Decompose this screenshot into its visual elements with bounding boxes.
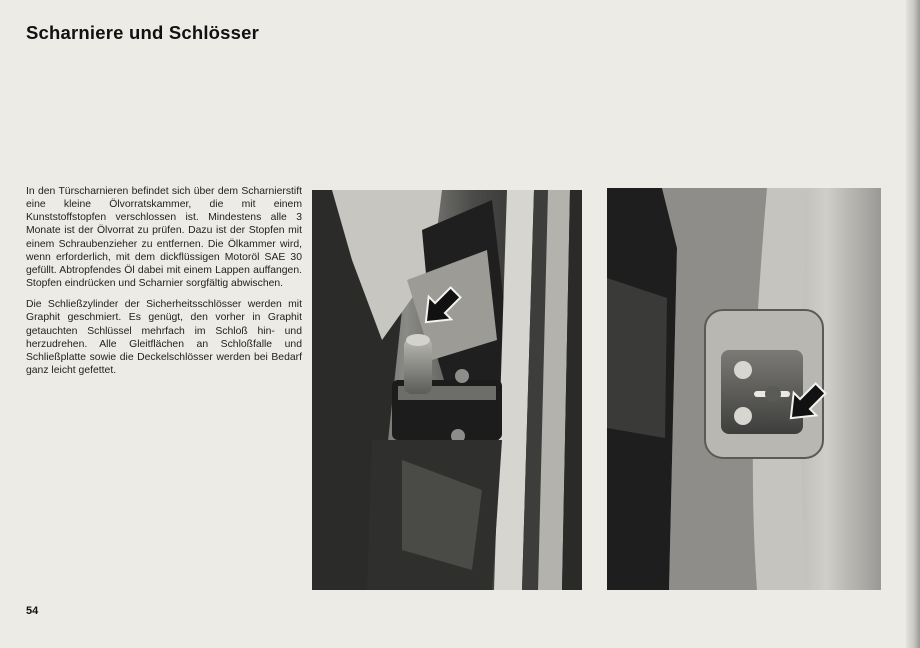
door-hinge-photo	[312, 190, 582, 590]
paragraph-hinge: In den Türscharnieren befindet sich über dem Scharnierstift eine kleine Ölvorratskammer, die mit einem Kunststoffstopfen verschlossen ist. Mindestens alle 3 Monate ist der Ölvorrat zu prüfen. Dazu ist der Stopfen mit einem Schraubenzieher zu entfernen. Die Ölkammer wird, wenn erforderlich, mit dem dickflüssigen Motoröl SAE 30 gefüllt. Abtropfendes Öl dabei mit einem Lappen auffangen. Stopfen eindrücken und Scharnier sorgfältig abwischen.	[26, 186, 302, 290]
page-number: 54	[26, 605, 39, 617]
paragraph-lock: Die Schließzylinder der Sicherheitsschlösser werden mit Graphit geschmiert. Es genügt, den vorher in Graphit getauchten Schlüssel mehrfach im Schloß hin- und herzudrehen. Alle Gleitflächen an Schloßfalle und Schließplatte sowie die Deckelschlösser werden bei Bedarf ganz leicht gefettet.	[26, 299, 302, 377]
page-edge	[906, 0, 920, 648]
body-text	[26, 185, 302, 385]
door-lock-photo	[607, 188, 881, 590]
page-title: Scharniere und Schlösser	[26, 22, 260, 43]
